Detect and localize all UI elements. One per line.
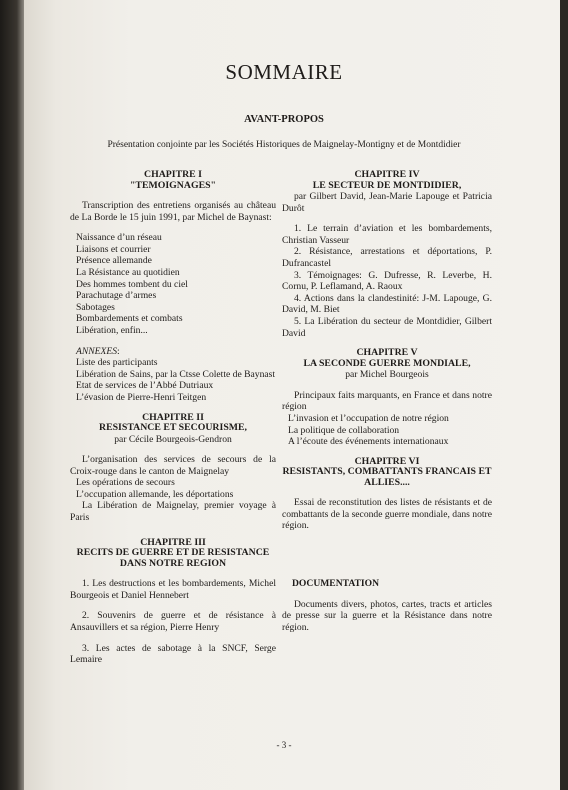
list-item: Des hommes tombent du ciel	[76, 278, 188, 290]
chapter-1-subtitle: "TEMOIGNAGES"	[129, 179, 216, 191]
chapter-6-subtitle: RESISTANTS, COMBATTANTS FRANCAIS ET ALLIES....	[282, 466, 492, 488]
list-item: 4. Actions dans la clandestinité: J-M. Lapouge, G. David, M. Biet	[282, 292, 492, 316]
list-item: L’invasion et l’occupation de notre région	[288, 412, 449, 424]
list-item: Les opérations de secours	[76, 477, 175, 489]
list-item: 1. Les destructions et les bombardements, Michel Bourgeois et Daniel Hennebert	[70, 578, 276, 601]
list-item: Naissance d’un réseau	[76, 232, 162, 244]
list-item: 3. Les actes de sabotage à la SNCF, Serge Lemaire	[70, 642, 276, 666]
chapter-1-title: CHAPITRE I	[144, 169, 202, 180]
left-column	[70, 170, 276, 666]
chapter-6-text: Essai de reconstitution des listes de résistants et de combattants de la seconde guerre mondiale, dans notre région.	[282, 497, 492, 532]
list-item: Libération, enfin...	[76, 324, 148, 336]
avant-propos-heading: AVANT-PROPOS	[244, 114, 324, 125]
chapter-2-author: par Cécile Bourgeois-Gendron	[114, 433, 232, 445]
list-item: La Libération de Maignelay, premier voyage à Paris	[70, 500, 276, 524]
list-item: L’organisation des services de secours de la Croix-rouge dans le canton de Maignelay	[70, 454, 276, 477]
list-item: 3. Témoignages: G. Dufresse, R. Leverbe, H. Cornu, P. Leflamand, A. Raoux	[282, 269, 492, 293]
right-column	[282, 170, 492, 633]
avant-propos-text: Présentation conjointe par les Sociétés Historiques de Maignelay-Montigny et de Montdidier	[107, 140, 461, 150]
chapter-3-title: CHAPITRE III	[140, 536, 206, 548]
list-item: A l’écoute des événements internationaux	[288, 436, 449, 448]
list-item: Parachutage d’armes	[76, 290, 157, 302]
list-item: 1. Le terrain d’aviation et les bombardements, Christian Vasseur	[282, 223, 492, 246]
chapter-6-title: CHAPITRE VI	[354, 455, 420, 467]
annexes-label: ANNEXES:	[76, 345, 120, 357]
annexes-list	[70, 357, 276, 403]
list-item: La politique de collaboration	[288, 424, 400, 436]
list-item: Sabotages	[76, 301, 115, 313]
list-item: Présence allemande	[76, 255, 152, 267]
list-item: L’occupation allemande, les déportations	[76, 488, 234, 500]
chapter-2-subtitle: RESISTANCE ET SECOURISME,	[99, 422, 247, 433]
documentation-text: Documents divers, photos, cartes, tracts et articles de presse sur la guerre et la Résistance dans notre région.	[282, 598, 492, 633]
list-item: 2. Résistance, arrestations et déportations, P. Dufrancastel	[282, 246, 492, 269]
list-item: Etat de services de l’Abbé Dutriaux	[76, 380, 214, 392]
list-item: 2. Souvenirs de guerre et de résistance à Ansauvillers et sa région, Pierre Henry	[70, 610, 276, 633]
chapter-5-author: par Michel Bourgeois	[345, 369, 429, 381]
list-item: 5. La Libération du secteur de Montdidier, Gilbert David	[282, 315, 492, 339]
chapter-2-title: CHAPITRE II	[142, 411, 204, 423]
page-number: - 3 -	[276, 740, 292, 750]
documentation-title: DOCUMENTATION	[292, 577, 380, 589]
list-item: L’évasion de Pierre-Henri Teitgen	[76, 391, 207, 403]
chapter-3-subtitle: RECITS DE GUERRE ET DE RESISTANCE DANS NOTRE REGION	[76, 547, 270, 569]
page-title: SOMMAIRE	[225, 60, 343, 84]
chapter-4-title: CHAPITRE IV	[354, 169, 420, 180]
list-item: Liste des participants	[76, 357, 158, 369]
list-item: Libération de Sains, par la Ctsse Colette de Baynast	[76, 368, 276, 380]
list-item: Liaisons et courrier	[76, 243, 151, 255]
chapter-5-subtitle: LA SECONDE GUERRE MONDIALE,	[303, 357, 471, 369]
chapter-1-list	[70, 232, 276, 336]
chapter-5-title: CHAPITRE V	[356, 347, 418, 359]
list-item: Principaux faits marquants, en France et dans notre région	[282, 389, 492, 413]
chapter-1-intro: Transcription des entretiens organisés au château de La Borde le 15 juin 1991, par Michel de Baynast:	[70, 200, 276, 223]
chapter-4-subtitle: LE SECTEUR DE MONTDIDIER,	[312, 179, 462, 191]
list-item: La Résistance au quotidien	[76, 266, 180, 278]
list-item: Bombardements et combats	[76, 313, 183, 325]
chapter-4-author: par Gilbert David, Jean-Marie Lapouge et Patricia Durôt	[282, 191, 492, 214]
